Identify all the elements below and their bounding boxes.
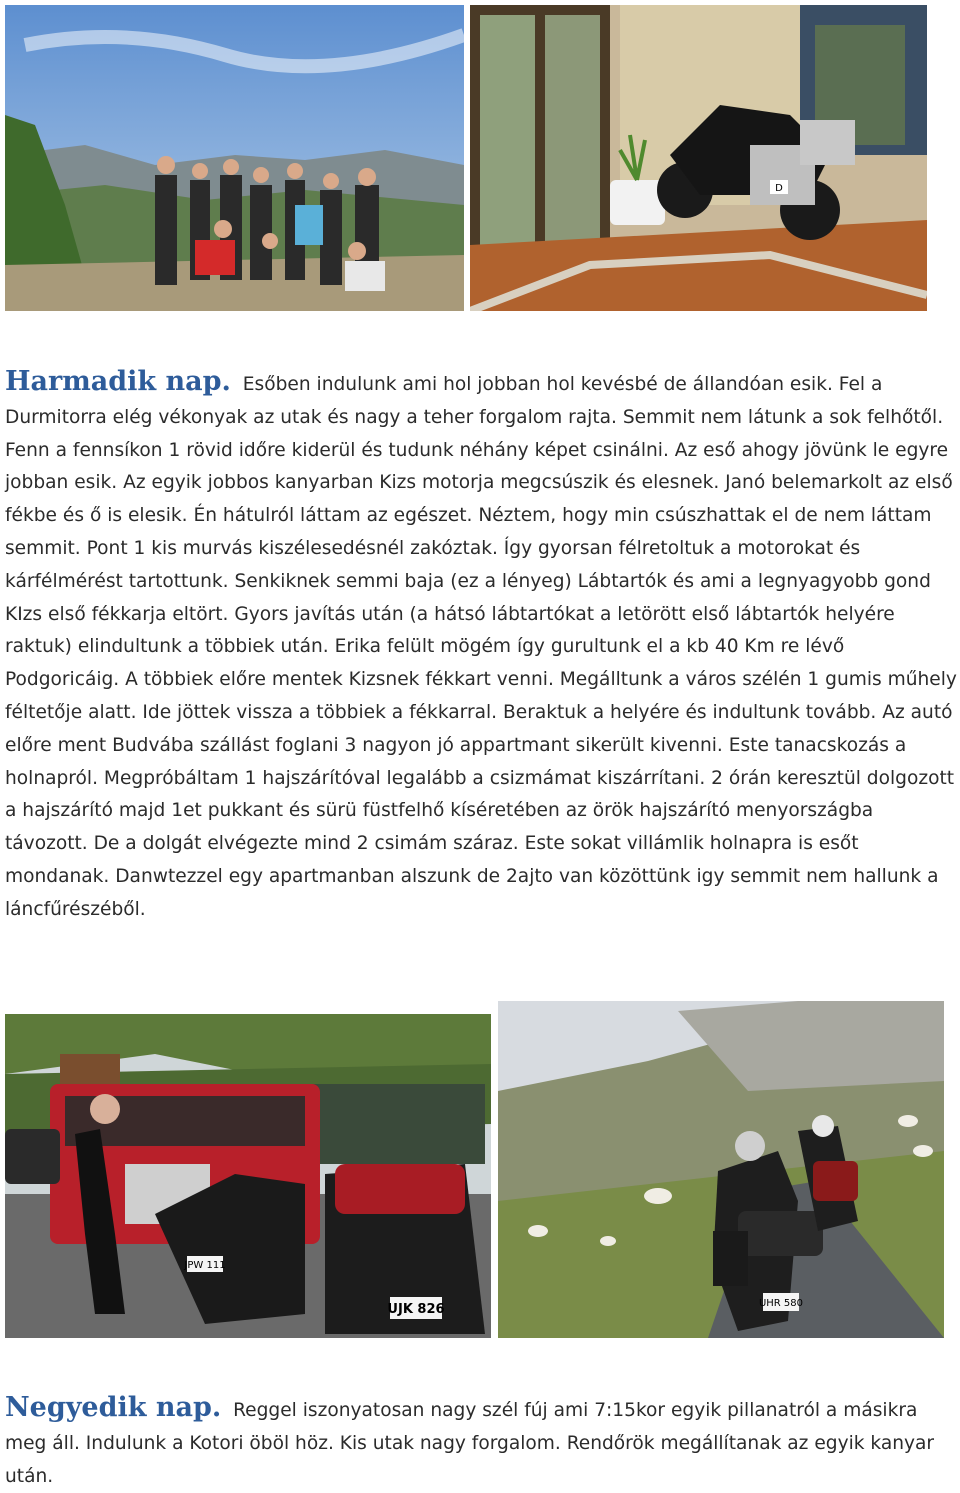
photo-motorcycle-lobby — [470, 5, 927, 311]
road-plate-text: UHR 580 — [758, 1298, 804, 1309]
day4-heading: Negyedik nap. — [5, 1392, 222, 1423]
day4-paragraph — [5, 1392, 957, 1493]
van-left-plate-text: JPW 111 — [184, 1260, 226, 1271]
day4-body: Reggel iszonyatosan nagy szél fúj ami 7:15kor egyik pillanatról a másikra meg áll. Indulunk a Kotori öböl höz. Kis utak nagy forgalom. Rendőrök megállítanak az egyik kanyar után. — [5, 1400, 935, 1487]
photo-group-mountain — [5, 5, 464, 311]
day3-heading: Harmadik nap. — [5, 366, 231, 397]
van-right-plate-text: UJK 826 — [387, 1302, 445, 1317]
photo-red-van-motorcycles — [5, 1014, 491, 1338]
day3-paragraph — [5, 366, 957, 927]
day3-body: Esőben indulunk ami hol jobban hol kevésbé de állandóan esik. Fel a Durmitorra elég vékonyak az utak és nagy a teher forgalom rajta. Semmit nem látunk a sok felhőtől. Fenn a fennsíkon 1 rövid időre kiderül és tudunk néhány képet csinálni. Az eső ahogy jövünk le egyre jobban esik. Az egyik jobbos kanyarban Kizs motorja megcsúszik és elesnek. Janó belemarkolt az első fékbe és ő is elesik. Én hátulról láttam az egészet. Néztem, hogy min csúszhattak el de nem láttam semmit. Pont 1 kis murvás kiszélesedésnél zakóztak. Így gyorsan félretoltuk a motorokat és kárfélmérést tartottunk. Senkiknek semmi baja (ez a lényeg) Lábtartók és ami a legnyagyobb gond KIzs első fékkarja eltört. Gyors javítás után (a hátsó lábtartókat a letörött első lábtartók helyére raktuk) elindultunk a többiek után. Erika felült mögém így gurultunk el a kb 40 Km re lévő Podgoricáig. A többiek előre mentek Kizsnek fékkart venni. Megálltunk a város szélén 1 gumis műhely féltetője alatt. Ide jöttek vissza a többiek a fékkarral. Beraktuk a helyére és indultunk tovább. Az autó előre ment Budvába szállást foglani 3 nagyon jó appartmant sikerült kivenni. Este tanacskozás a holnapról. Megpróbáltam 1 hajszárítóval legalább a csizmámat kiszárrítani. 2 órán keresztül dolgozott a hajszárító majd 1et pukkant és sürü füstfelhő kíséretében az örök hajszárító menyországba távozott. De a dolgát elvégezte mind 2 csimám száraz. Este sokat villámlik holnapra is esőt mondanak. Danwtezzel egy apartmanban alszunk de 2ajto van közöttünk igy semmit nem hallunk a láncfűrészéből. — [5, 374, 957, 920]
photo-mountain-road-sheep — [498, 1001, 944, 1338]
lobby-plate-text: D — [775, 183, 783, 194]
